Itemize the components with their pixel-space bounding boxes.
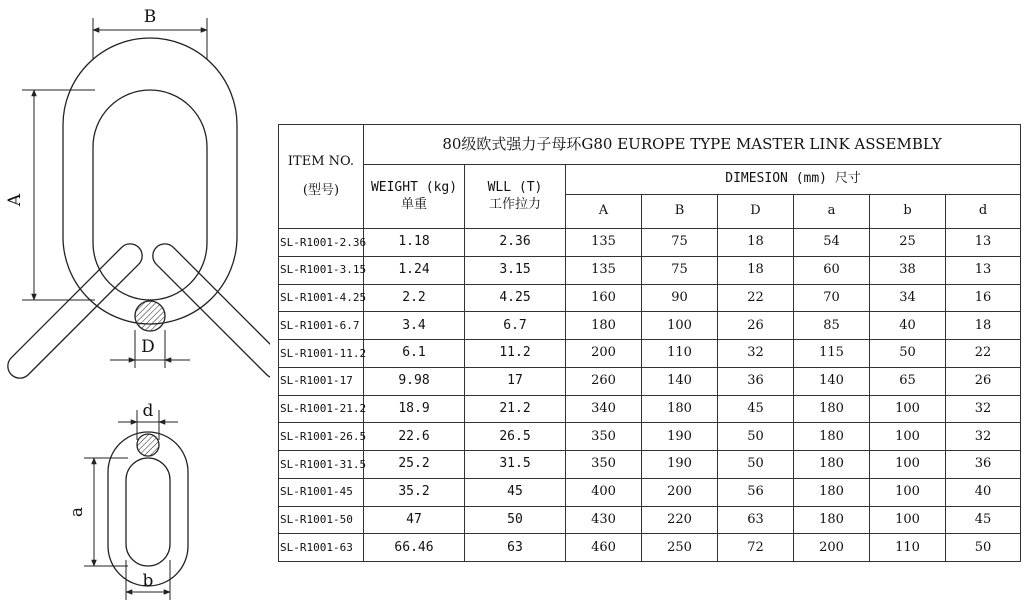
dimension-header: DIMESION (mm) 尺寸: [566, 165, 1021, 195]
dim-d-cell: 36: [946, 451, 1021, 479]
weight-cell: 1.24: [364, 256, 465, 284]
dim-col-B: B: [642, 195, 718, 229]
table-row: [279, 506, 1021, 534]
dim-b-cell: 100: [870, 451, 946, 479]
item-no-cell: SL-R1001-31.5: [279, 451, 364, 479]
dim-b-cell: 34: [870, 284, 946, 312]
dim-b-cell: 25: [870, 229, 946, 257]
dim-D-cell: 18: [718, 229, 794, 257]
dim-label-A: A: [5, 193, 25, 207]
dim-label-D: D: [141, 337, 155, 357]
item-no-cell: SL-R1001-26.5: [279, 423, 364, 451]
dim-a-cell: 70: [794, 284, 870, 312]
weight-cell: 2.2: [364, 284, 465, 312]
dim-A-cell: 180: [566, 312, 642, 340]
dim-B-cell: 140: [642, 367, 718, 395]
weight-header-line1: WEIGHT (kg): [370, 180, 458, 196]
item-no-cell: SL-R1001-11.2: [279, 340, 364, 368]
dim-a-cell: 200: [794, 534, 870, 562]
dim-a-cell: 85: [794, 312, 870, 340]
dim-D-cell: 22: [718, 284, 794, 312]
dim-col-A: A: [566, 195, 642, 229]
dim-a-cell: 180: [794, 478, 870, 506]
dim-a-cell: 140: [794, 367, 870, 395]
wll-cell: 4.25: [465, 284, 566, 312]
dim-label-a: a: [67, 506, 87, 518]
dim-label-b: b: [142, 571, 154, 591]
wll-cell: 31.5: [465, 451, 566, 479]
table-title: 80级欧式强力子母环G80 EUROPE TYPE MASTER LINK ASSEMBLY: [364, 125, 1021, 165]
dim-B-cell: 110: [642, 340, 718, 368]
item-no-header: [279, 125, 364, 229]
dim-D-cell: 56: [718, 478, 794, 506]
dim-B-cell: 75: [642, 229, 718, 257]
dim-D-cell: 36: [718, 367, 794, 395]
item-no-cell: SL-R1001-45: [279, 478, 364, 506]
weight-cell: 6.1: [364, 340, 465, 368]
dim-b-cell: 100: [870, 395, 946, 423]
dim-D-cell: 50: [718, 451, 794, 479]
item-no-cell: SL-R1001-50: [279, 506, 364, 534]
master-link-inner: [93, 90, 207, 300]
wll-cell: 21.2: [465, 395, 566, 423]
dim-D-cell: 72: [718, 534, 794, 562]
weight-header: [364, 165, 465, 229]
dim-b-cell: 100: [870, 506, 946, 534]
dim-D-cell: 26: [718, 312, 794, 340]
dim-col-a: a: [794, 195, 870, 229]
wll-header-line1: WLL (T): [487, 180, 543, 196]
table-row: [279, 284, 1021, 312]
dim-D-cell: 45: [718, 395, 794, 423]
item-no-cell: SL-R1001-4.25: [279, 284, 364, 312]
item-no-cell: SL-R1001-17: [279, 367, 364, 395]
dim-A-cell: 135: [566, 229, 642, 257]
table-row: [279, 229, 1021, 257]
wll-header-line2: 工作拉力: [488, 196, 541, 212]
weight-cell: 25.2: [364, 451, 465, 479]
wll-cell: 11.2: [465, 340, 566, 368]
dim-d-cell: 13: [946, 229, 1021, 257]
weight-cell: 1.18: [364, 229, 465, 257]
weight-cell: 3.4: [364, 312, 465, 340]
item-no-header-line1: ITEM NO.: [287, 154, 355, 170]
item-no-cell: SL-R1001-21.2: [279, 395, 364, 423]
dim-d-cell: 32: [946, 395, 1021, 423]
dim-d-cell: 18: [946, 312, 1021, 340]
wll-cell: 3.15: [465, 256, 566, 284]
dim-B-cell: 90: [642, 284, 718, 312]
dim-b-cell: 100: [870, 423, 946, 451]
dim-B-cell: 250: [642, 534, 718, 562]
sub-link-right: [148, 239, 270, 383]
dim-A-cell: 400: [566, 478, 642, 506]
table-row: [279, 451, 1021, 479]
dim-a-cell: 54: [794, 229, 870, 257]
dim-b-cell: 65: [870, 367, 946, 395]
dim-D-cell: 18: [718, 256, 794, 284]
weight-cell: 47: [364, 506, 465, 534]
dim-B-cell: 100: [642, 312, 718, 340]
item-no-cell: SL-R1001-63: [279, 534, 364, 562]
dim-a-cell: 180: [794, 451, 870, 479]
dim-a-cell: 180: [794, 395, 870, 423]
wll-header: [465, 165, 566, 229]
item-no-header-line2: (型号): [302, 182, 340, 198]
table-row: [279, 256, 1021, 284]
dim-A-cell: 460: [566, 534, 642, 562]
dim-b-cell: 40: [870, 312, 946, 340]
item-no-cell: SL-R1001-2.36: [279, 229, 364, 257]
master-link-drawing: [0, 0, 270, 609]
dim-d-cell: 40: [946, 478, 1021, 506]
dim-A-cell: 200: [566, 340, 642, 368]
dim-A-cell: 350: [566, 423, 642, 451]
dim-col-D: D: [718, 195, 794, 229]
wll-cell: 6.7: [465, 312, 566, 340]
dim-col-d: d: [946, 195, 1021, 229]
table-row: [279, 340, 1021, 368]
dim-B-cell: 190: [642, 451, 718, 479]
dim-d-cell: 26: [946, 367, 1021, 395]
item-no-cell: SL-R1001-6.7: [279, 312, 364, 340]
weight-cell: 22.6: [364, 423, 465, 451]
table-row: [279, 478, 1021, 506]
section-d-large: [135, 301, 165, 331]
table-row: [279, 312, 1021, 340]
wll-cell: 2.36: [465, 229, 566, 257]
dim-B-cell: 75: [642, 256, 718, 284]
spec-table: [278, 124, 1021, 562]
weight-cell: 18.9: [364, 395, 465, 423]
dim-A-cell: 430: [566, 506, 642, 534]
wll-cell: 50: [465, 506, 566, 534]
table-row: [279, 534, 1021, 562]
wll-cell: 63: [465, 534, 566, 562]
dim-d-cell: 50: [946, 534, 1021, 562]
dim-D-cell: 50: [718, 423, 794, 451]
weight-cell: 9.98: [364, 367, 465, 395]
wll-cell: 26.5: [465, 423, 566, 451]
master-link-outer: [63, 38, 237, 324]
dim-B-cell: 190: [642, 423, 718, 451]
dim-D-cell: 32: [718, 340, 794, 368]
dim-D-cell: 63: [718, 506, 794, 534]
dim-label-B: B: [143, 7, 157, 27]
table-row: [279, 395, 1021, 423]
dim-B-cell: 180: [642, 395, 718, 423]
dim-d-cell: 16: [946, 284, 1021, 312]
dim-d-cell: 13: [946, 256, 1021, 284]
table-row: [279, 367, 1021, 395]
dim-d-cell: 32: [946, 423, 1021, 451]
section-d-small: [137, 434, 159, 456]
wll-cell: 17: [465, 367, 566, 395]
dim-B-cell: 200: [642, 478, 718, 506]
dim-A-cell: 350: [566, 451, 642, 479]
dim-b-cell: 110: [870, 534, 946, 562]
dim-a-cell: 60: [794, 256, 870, 284]
dim-label-d: d: [142, 401, 154, 421]
sub-link-left: [3, 239, 147, 383]
dim-b-cell: 38: [870, 256, 946, 284]
dim-b-cell: 50: [870, 340, 946, 368]
table-row: [279, 423, 1021, 451]
dim-a-cell: 115: [794, 340, 870, 368]
dim-A-cell: 260: [566, 367, 642, 395]
dim-col-b: b: [870, 195, 946, 229]
dim-a-cell: 180: [794, 506, 870, 534]
weight-cell: 35.2: [364, 478, 465, 506]
dim-B-cell: 220: [642, 506, 718, 534]
dim-b-cell: 100: [870, 478, 946, 506]
weight-header-line2: 单重: [400, 196, 427, 212]
dim-d-cell: 22: [946, 340, 1021, 368]
dim-A-cell: 160: [566, 284, 642, 312]
dim-d-cell: 45: [946, 506, 1021, 534]
dim-A-cell: 135: [566, 256, 642, 284]
wll-cell: 45: [465, 478, 566, 506]
item-no-cell: SL-R1001-3.15: [279, 256, 364, 284]
dim-a-cell: 180: [794, 423, 870, 451]
small-link-inner: [126, 458, 170, 566]
dim-A-cell: 340: [566, 395, 642, 423]
weight-cell: 66.46: [364, 534, 465, 562]
